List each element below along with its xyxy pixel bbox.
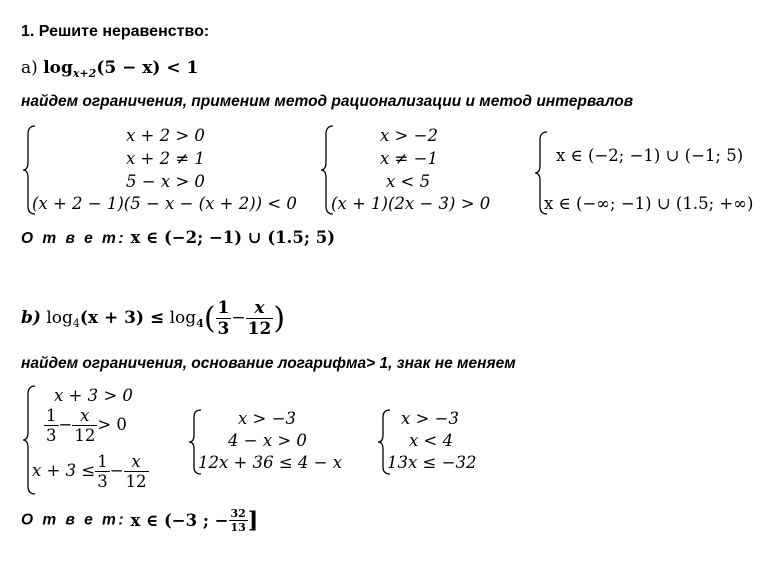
part-b-system-2 <box>188 408 348 476</box>
part-b-lhs-arg: (x + 3) ≤ <box>79 308 165 328</box>
part-a-s2-row: (x + 1)(2x − 3) > 0 <box>331 194 491 213</box>
part-a-answer-value: x ∈ (−2; −1) ∪ (1.5; 5) <box>130 228 336 247</box>
part-b-label: b) <box>21 308 41 328</box>
part-a-s2-row: x ≠ −1 <box>380 149 438 168</box>
part-a-s1-row: (x + 2 − 1)(5 − x − (x + 2)) < 0 <box>32 194 297 213</box>
part-b-s3-row: x < 4 <box>409 431 454 450</box>
part-a-label: a) <box>21 58 38 78</box>
part-a-s2-row: x > −2 <box>380 126 438 145</box>
part-a-answer <box>21 228 335 248</box>
part-b-s2-row: 12x + 36 ≤ 4 − x <box>198 453 343 472</box>
part-a-s3-row: x ∈ (−∞; −1) ∪ (1.5; +∞) <box>544 194 754 213</box>
part-b-answer-head: x ∈ (−3 ; − <box>130 511 229 530</box>
part-b-system-3 <box>377 408 497 476</box>
part-b-answer-frac: $\frac{32}{13}$ <box>230 507 246 534</box>
part-a-log-base: x+2 <box>72 67 97 80</box>
part-b-s1-row: x + 3 > 0 <box>54 386 133 405</box>
part-b-answer-tail: ] <box>247 507 259 534</box>
part-a-system-1 <box>22 124 312 216</box>
part-a-system-3 <box>534 130 769 216</box>
part-b-s2-row: x > −3 <box>238 409 296 428</box>
part-b-answer <box>21 507 258 534</box>
part-b-note: найдем ограничения, основание логарифма> 1, знак не меняем <box>21 355 516 372</box>
part-a-s2-row: x < 5 <box>386 172 431 191</box>
part-a-s1-row: x + 2 ≠ 1 <box>126 149 205 168</box>
part-b-rhs-minus: − <box>231 308 246 328</box>
part-b-s3-row: 13x ≤ −32 <box>387 453 477 472</box>
part-b-lhs-log: log <box>46 308 73 328</box>
part-a-s3-row: x ∈ (−2; −1) ∪ (−1; 5) <box>556 146 744 165</box>
part-a-inequality <box>21 58 198 80</box>
part-b-s2-row: 4 − x > 0 <box>228 431 307 450</box>
part-b-rhs-log: log <box>169 308 197 328</box>
part-b-system-1 <box>22 384 162 496</box>
part-b-rhs-frac-1: $\frac{1}{3}$ <box>217 298 230 339</box>
part-a-system-2 <box>320 124 505 216</box>
part-b-lhs-base: 4 <box>72 317 80 330</box>
part-b-rhs-frac-2: $\frac{x}{12}$ <box>247 298 272 339</box>
part-b-s3-row: x > −3 <box>401 409 459 428</box>
part-a-s1-row: x + 2 > 0 <box>126 126 205 145</box>
part-b-s1-row-3: x + 3 ≤ $\frac{1}{3}$ − $\frac{x}{12}$ <box>32 452 147 491</box>
part-b-inequality: b) $\log_4(x + 3) \le \log_4$( $\frac{1}{3}$ − $\frac{x}{12}$ ) <box>21 298 286 339</box>
part-a-log-arg: (5 − x) < 1 <box>96 58 199 78</box>
part-b-rhs-base: 4 <box>196 317 204 330</box>
part-b-s1-row-2: $\frac{1}{3}$ − $\frac{x}{12}$ > 0 <box>46 406 127 445</box>
part-a-note: найдем ограничения, применим метод рационализации и метод интервалов <box>21 93 634 110</box>
part-a-log: log <box>43 58 73 78</box>
task-title: 1. Решите неравенство: <box>21 23 210 40</box>
part-a-answer-label: О т в е т: <box>21 230 126 247</box>
part-a-s1-row: 5 − x > 0 <box>126 172 205 191</box>
part-b-answer-label: О т в е т: <box>21 511 126 529</box>
